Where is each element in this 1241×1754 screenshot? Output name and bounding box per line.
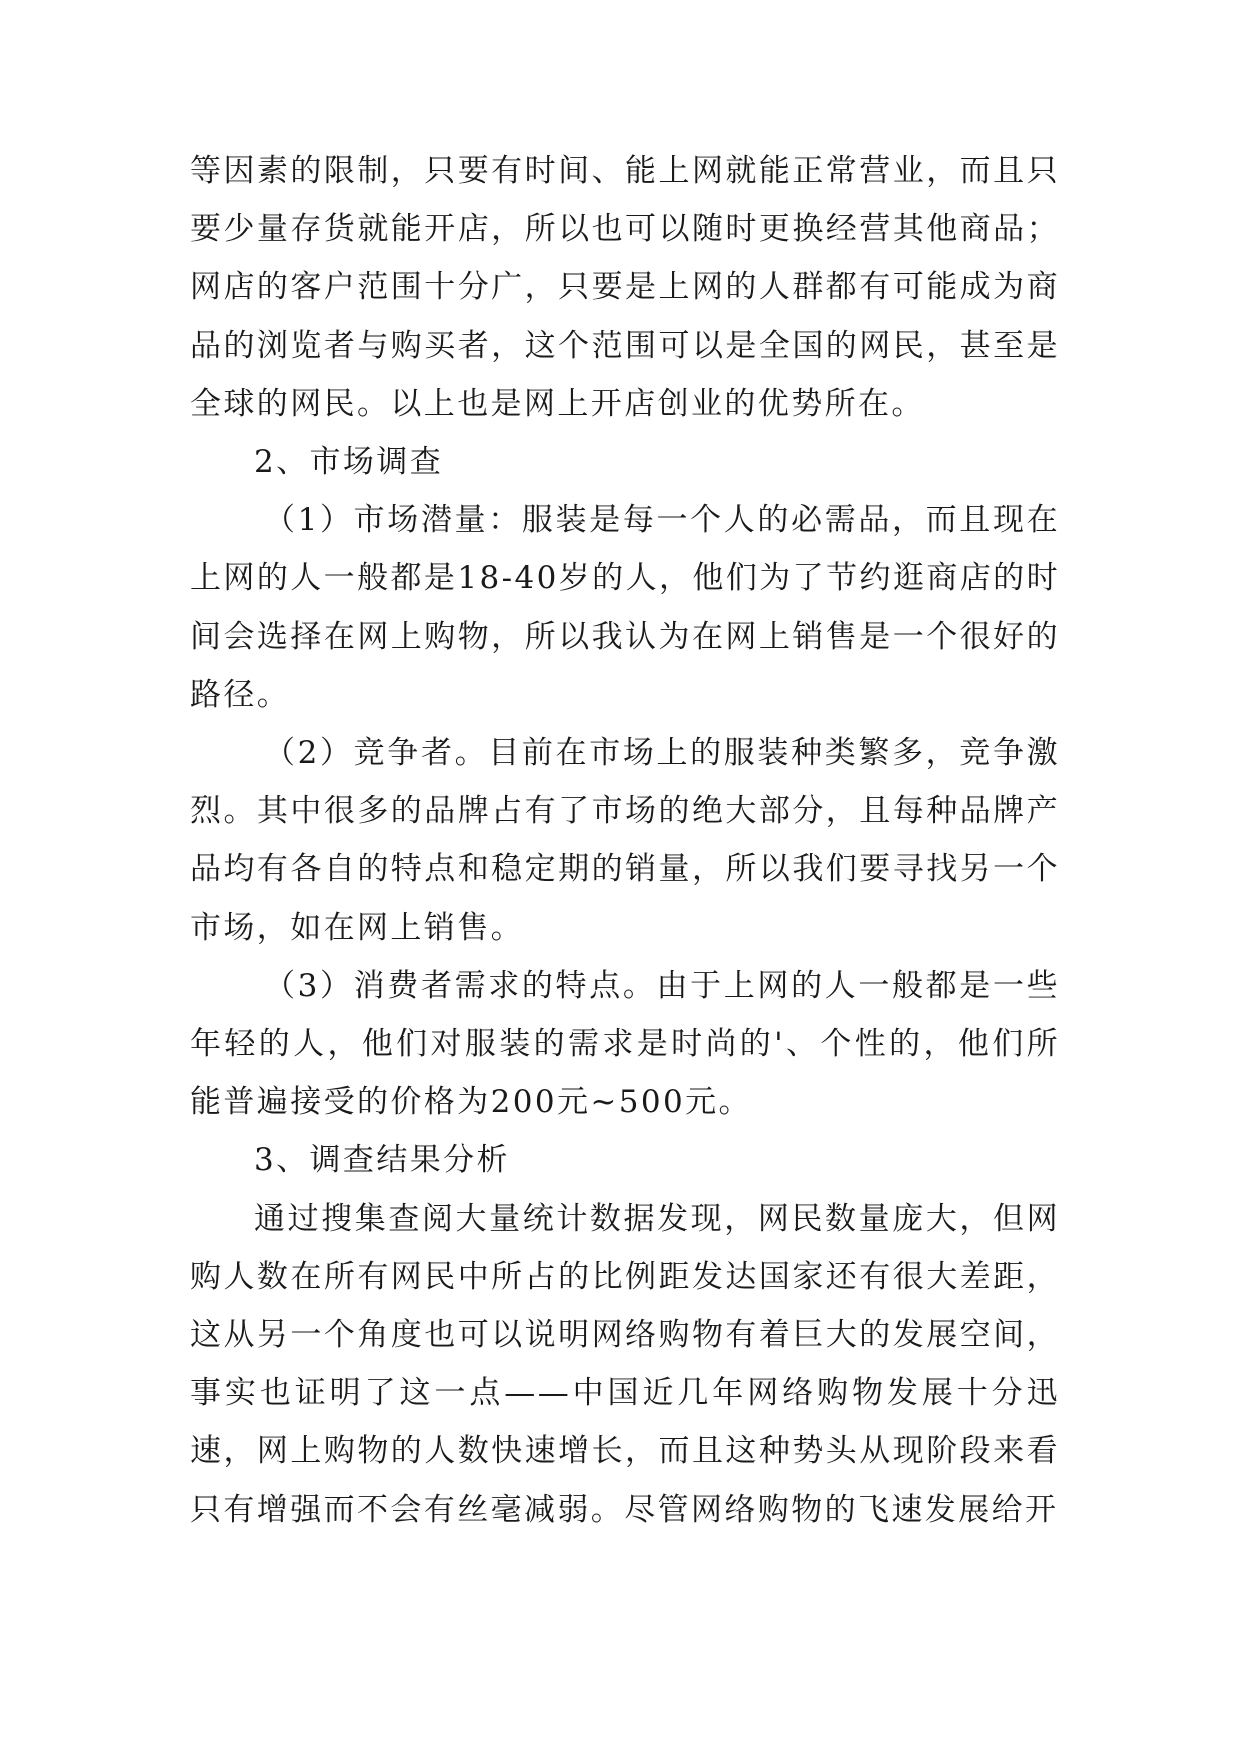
- document-page: [190, 142, 1060, 1662]
- paragraph-consumer-demand: （3）消费者需求的特点。由于上网的人一般都是一些年轻的人，他们对服装的需求是时尚的'、个性的，他们所能普遍接受的价格为200元~500元。: [190, 967, 1060, 1121]
- heading-survey-result-analysis: 3、调查结果分析: [254, 1142, 510, 1179]
- paragraph-survey-findings: 通过搜集查阅大量统计数据发现，网民数量庞大，但网购人数在所有网民中所占的比例距发达国家还有很大差距，这从另一个角度也可以说明网络购物有着巨大的发展空间，事实也证明了这一点——中国近几年网络购物发展十分迅速，网上购物的人数快速增长，而且这种势头从现阶段来看只有增强而不会有丝毫减弱。尽管网络购物的飞速发展给开: [190, 1200, 1060, 1528]
- paragraph-market-potential: （1）市场潜量：服装是每一个人的必需品，而且现在上网的人一般都是18-40岁的人，他们为了节约逛商店的时间会选择在网上购物，所以我认为在网上销售是一个很好的路径。: [190, 502, 1060, 713]
- paragraph-competitors: （2）竞争者。目前在市场上的服装种类繁多，竞争激烈。其中很多的品牌占有了市场的绝大部分，且每种品牌产品均有各自的特点和稳定期的销量，所以我们要寻找另一个市场，如在网上销售。: [190, 735, 1060, 946]
- paragraph-online-store-advantages: 等因素的限制，只要有时间、能上网就能正常营业，而且只要少量存货就能开店，所以也可以随时更换经营其他商品；网店的客户范围十分广，只要是上网的人群都有可能成为商品的浏览者与购买者，这个范围可以是全国的网民，甚至是全球的网民。以上也是网上开店创业的优势所在。: [190, 153, 1060, 422]
- heading-market-survey: 2、市场调查: [254, 444, 444, 481]
